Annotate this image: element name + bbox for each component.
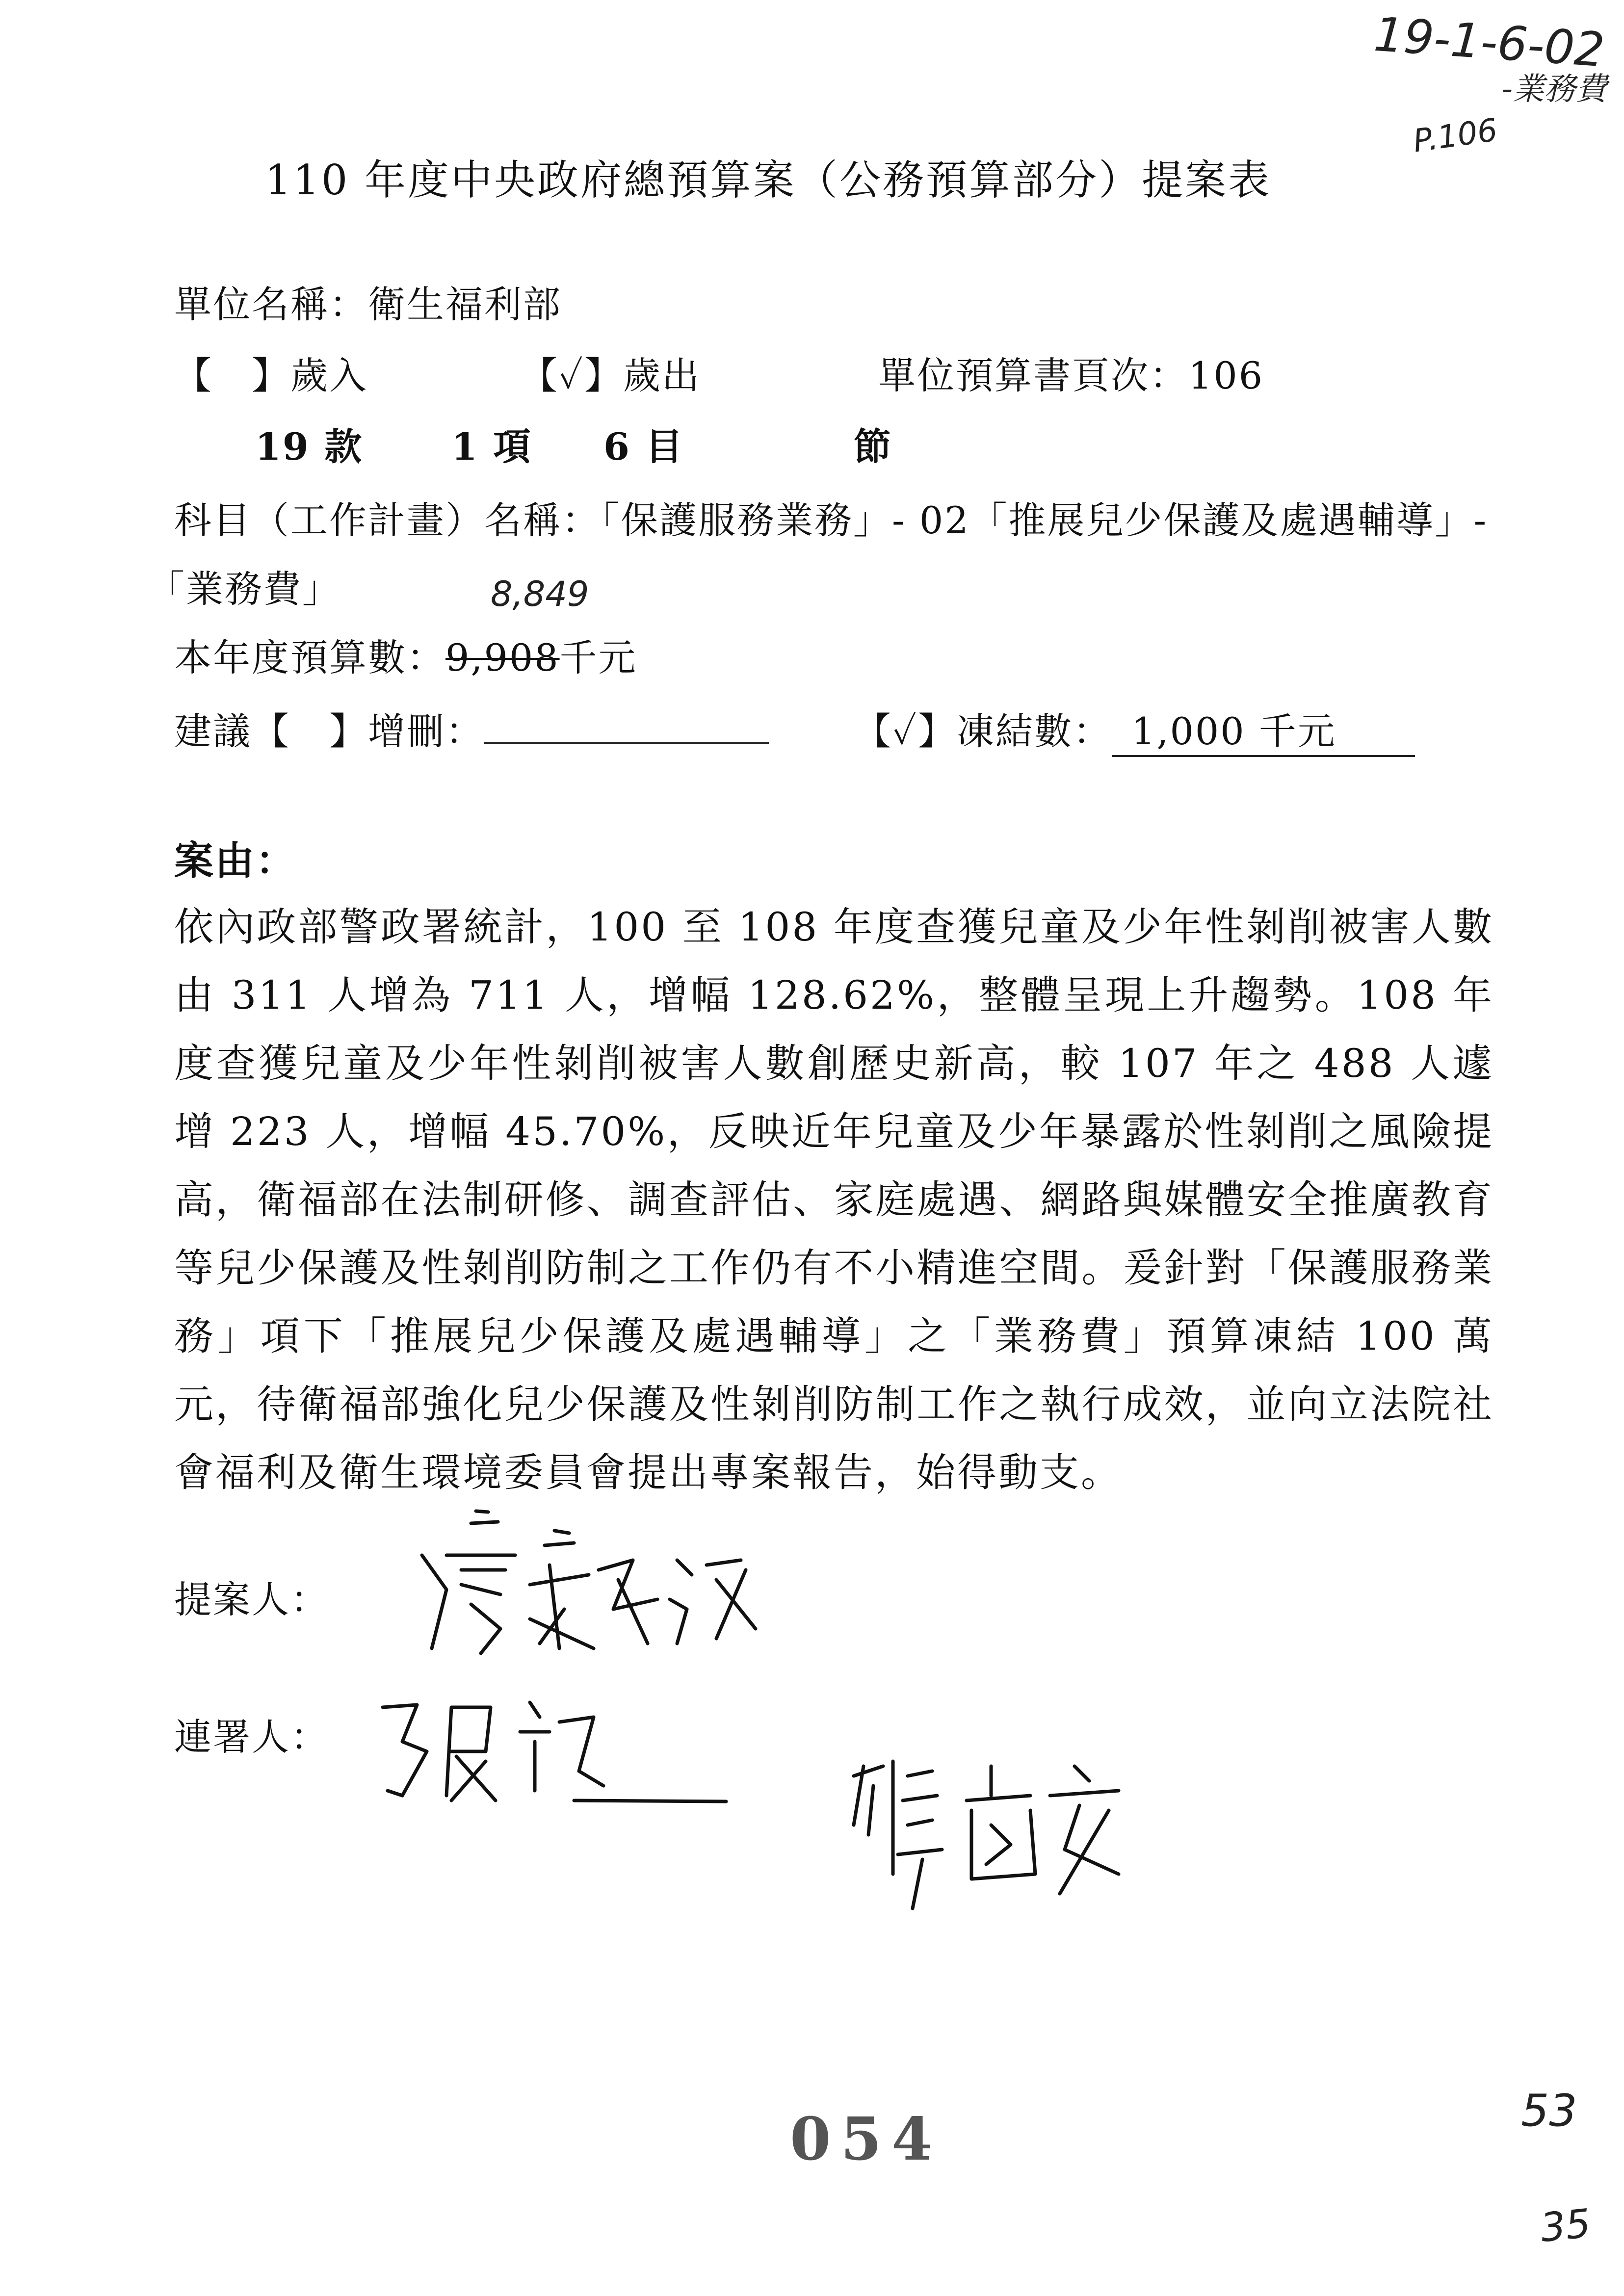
freeze-line [854, 702, 1415, 757]
item-xiang: 1 項 [451, 425, 532, 469]
handwritten-code: 19-1-6-02 [1372, 6, 1606, 78]
reason-heading: 案由： [174, 837, 296, 884]
expense-checkbox: 【✓】歲出 [520, 354, 701, 397]
cosigner-label: 連署人： [174, 1715, 329, 1759]
budget-line [174, 628, 637, 681]
subject-line-1: 科目（工作計畫）名稱：「保護服務業務」- 02「推展兒少保護及處遇輔導」- [174, 498, 1488, 542]
suggest-label: 建議【 】增刪： [174, 709, 484, 753]
item-kuan: 19 款 [255, 425, 364, 469]
revenue-checkbox: 【 】歲入 [174, 354, 368, 397]
budget-page-number: 單位預算書頁次：106 [878, 354, 1264, 397]
proposer-signature [402, 1501, 844, 1668]
reason-text: 依內政部警政署統計，100 至 108 年度查獲兒童及少年性剝削被害人數由 311 人增為 711 人，增幅 128.62%，整體呈現上升趨勢。108 年度查獲兒童及少年性剝削被害人數創歷史新高，較 107 年之 488 人遽增 223 人，增幅 45.70%，反映近年兒童及少年暴露於性剝削之風險提高，衛福部在法制研修、調查評估、家庭處遇、網路與媒體安全推廣教育等兒少保護及性剝削防制之工作仍有不小精進空間。爰針對「保護服務業務」項下「推展兒少保護及處遇輔導」之「業務費」預算凍結 100 萬元，待衛福部強化兒少保護及性剝削防制工作之執行成效，並向立法院社會福利及衛生環境委員會提出專案報告，始得動支。 [174, 904, 1494, 1495]
suggest-blank [484, 708, 769, 744]
handwritten-bottom-1: 53 [1521, 2085, 1577, 2137]
page-title: 110 年度中央政府總預算案（公務預算部分）提案表 [265, 156, 1272, 204]
cosigner-signature-1 [373, 1688, 746, 1845]
suggest-line [174, 702, 769, 755]
handwritten-category: -業務費 [1501, 71, 1607, 107]
handwritten-bottom-2: 35 [1538, 2200, 1593, 2251]
proposer-label: 提案人： [174, 1578, 329, 1621]
budget-unit: 千元 [559, 636, 637, 679]
cosigner-signature-2 [844, 1747, 1246, 1933]
page-number: 054 [790, 2105, 943, 2174]
unit-name: 單位名稱：衛生福利部 [174, 283, 562, 326]
handwritten-page-ref: P.106 [1411, 112, 1500, 160]
freeze-label: 【✓】凍結數： [854, 709, 1112, 753]
item-jie: 節 [854, 425, 892, 469]
handwritten-budget-correction: 8,849 [491, 574, 589, 614]
budget-original-value: 9,908 [445, 636, 560, 679]
budget-label: 本年度預算數： [174, 636, 445, 679]
item-mu: 6 目 [603, 425, 684, 469]
freeze-value: 1,000 千元 [1112, 702, 1415, 757]
subject-line-2: 「業務費」 [147, 567, 341, 611]
